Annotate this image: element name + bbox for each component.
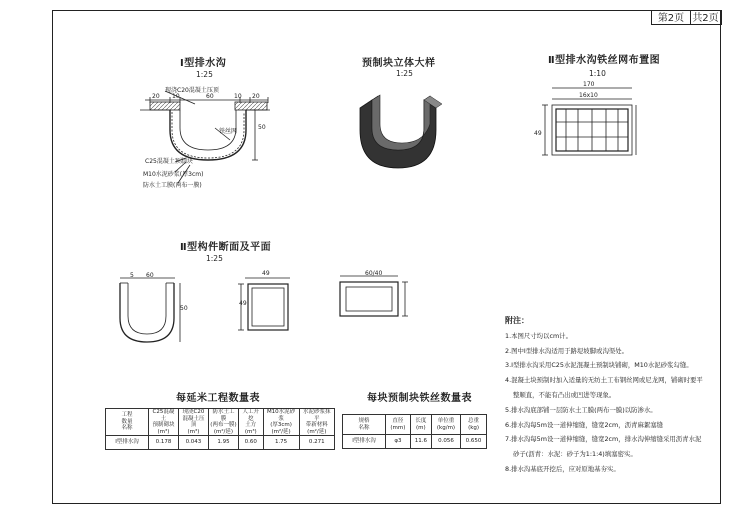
dim-10b: 10 [234, 93, 242, 100]
note-item: 7.排水沟每5m设一道伸缩缝，缝宽2cm，排水沟伸缩缝采用沥青水泥 [505, 435, 702, 444]
dim-16x10: 16x10 [579, 92, 598, 99]
section2-title: 预制块立体大样 [362, 58, 436, 69]
section4-scale: 1:25 [206, 254, 223, 263]
type2-component-plan [238, 278, 290, 330]
table2-cell: 11.6 [410, 435, 431, 449]
dim-49-a: 49 [262, 270, 270, 277]
type2-component-section [120, 278, 180, 342]
table1-corner: 工程 数量 名称 [106, 409, 149, 436]
table2-header: 总重 (kg) [461, 415, 487, 435]
dim-5: 5 [130, 272, 134, 279]
type2-component-side [340, 276, 408, 316]
dim-170: 170 [583, 81, 595, 88]
dim-60-b: 60 [146, 272, 154, 279]
table2-header: 长度 (m) [410, 415, 431, 435]
label-precast-block: C25混凝土预制块 [145, 158, 193, 165]
note-item: 4.混凝土块预制时加入适量的无纺土工布钢丝网或尼龙网，铺砌时要平 [505, 376, 703, 385]
table1-cell: 1.95 [208, 436, 238, 450]
table2-cell: 0.650 [461, 435, 487, 449]
dim-49-b: 49 [239, 300, 247, 307]
section3-scale: 1:10 [589, 69, 606, 78]
note-item: 6.排水沟每5m设一道伸缩缝，缝宽2cm，沥青麻絮塞缝 [505, 420, 664, 429]
table1-cell: 0.178 [149, 436, 179, 450]
dim-60-40: 60/40 [365, 270, 383, 277]
table1-cell: 0.271 [299, 436, 334, 450]
precast-block-3d [360, 95, 442, 168]
section2-scale: 1:25 [396, 69, 413, 78]
table2-corner: 规格 名称 [343, 415, 386, 435]
dim-50: 50 [258, 124, 266, 131]
label-top-coping: 现浇C20混凝土压顶 [165, 87, 219, 94]
notes-heading: 附注： [505, 316, 529, 325]
dim-50-b: 50 [180, 305, 188, 312]
quantity-table-per-meter [105, 408, 335, 450]
table1-header: M10水泥砂浆 (厚3cm) (m²/延) [263, 409, 299, 436]
table1-header: 人工开挖 土方 (m³) [238, 409, 263, 436]
dim-10a: 10 [172, 93, 180, 100]
note-item: 1.本图尺寸均以cm计。 [505, 331, 572, 340]
wire-mesh-plan [542, 88, 636, 155]
table1-cell: 1.75 [263, 436, 299, 450]
section4-title: Ⅱ型构件断面及平面 [180, 242, 272, 253]
note-item: 砂子(沥青：水泥：砂子为1:1:4)填塞密实。 [513, 450, 637, 459]
label-geomembrane: 防水土工膜(两布一膜) [143, 182, 202, 189]
table1-header: C25混凝土 预制砌块 (m³) [149, 409, 179, 436]
page-total: 共2页 [690, 10, 722, 25]
table2-header: 单位重 (kg/m) [431, 415, 460, 435]
page-current: 第2页 [651, 10, 691, 25]
notes [505, 314, 703, 477]
note-item: 3.Ⅰ型排水沟采用C25水泥混凝土预制块铺砌，M10水泥砂浆勾缝。 [505, 361, 693, 370]
wire-quantity-table [342, 414, 487, 449]
section3-title: Ⅱ型排水沟铁丝网布置图 [548, 55, 661, 66]
note-item: 5.排水沟底部铺一层防水土工膜(两布一膜)以防渗水。 [505, 405, 657, 414]
table1-cell: 0.60 [238, 436, 263, 450]
dim-20b: 20 [252, 93, 260, 100]
table1-header: 现浇C20 混凝土压顶 (m³) [178, 409, 208, 436]
table2-row-name: Ⅰ型排水沟 [343, 435, 386, 449]
type1-channel-section [140, 91, 270, 183]
table2-header: 直径 (mm) [386, 415, 411, 435]
label-wire-net: 铁丝网 [219, 128, 238, 135]
table2-cell: φ3 [386, 435, 411, 449]
dim-20a: 20 [152, 93, 160, 100]
label-mortar: M10水泥砂浆(厚3cm) [143, 171, 204, 178]
section1-title: Ⅰ型排水沟 [180, 58, 227, 69]
table1-title: 每延米工程数量表 [176, 393, 260, 404]
note-item: 2.图中Ⅰ型排水沟适用于路堤坡脚或沟渠处。 [505, 346, 629, 355]
table1-header: 防水土工膜 (两布一膜) (m²/延) [210, 409, 237, 435]
table1-cell: 0.043 [178, 436, 208, 450]
note-item: 8.排水沟基底开挖后，应对原地基夯实。 [505, 464, 620, 473]
table2-cell: 0.056 [431, 435, 460, 449]
table1-row-name: Ⅰ型排水沟 [106, 436, 149, 450]
table2-title: 每块预制块铁丝数量表 [367, 393, 472, 404]
dim-60: 60 [206, 93, 214, 100]
table1-header: 水泥砂浆抹平 带新材料 (m²/延) [299, 409, 334, 436]
note-item: 整顺直，不能有凸出或凹进等现象。 [513, 390, 616, 399]
dim-49: 49 [534, 130, 542, 137]
section1-scale: 1:25 [196, 70, 213, 79]
